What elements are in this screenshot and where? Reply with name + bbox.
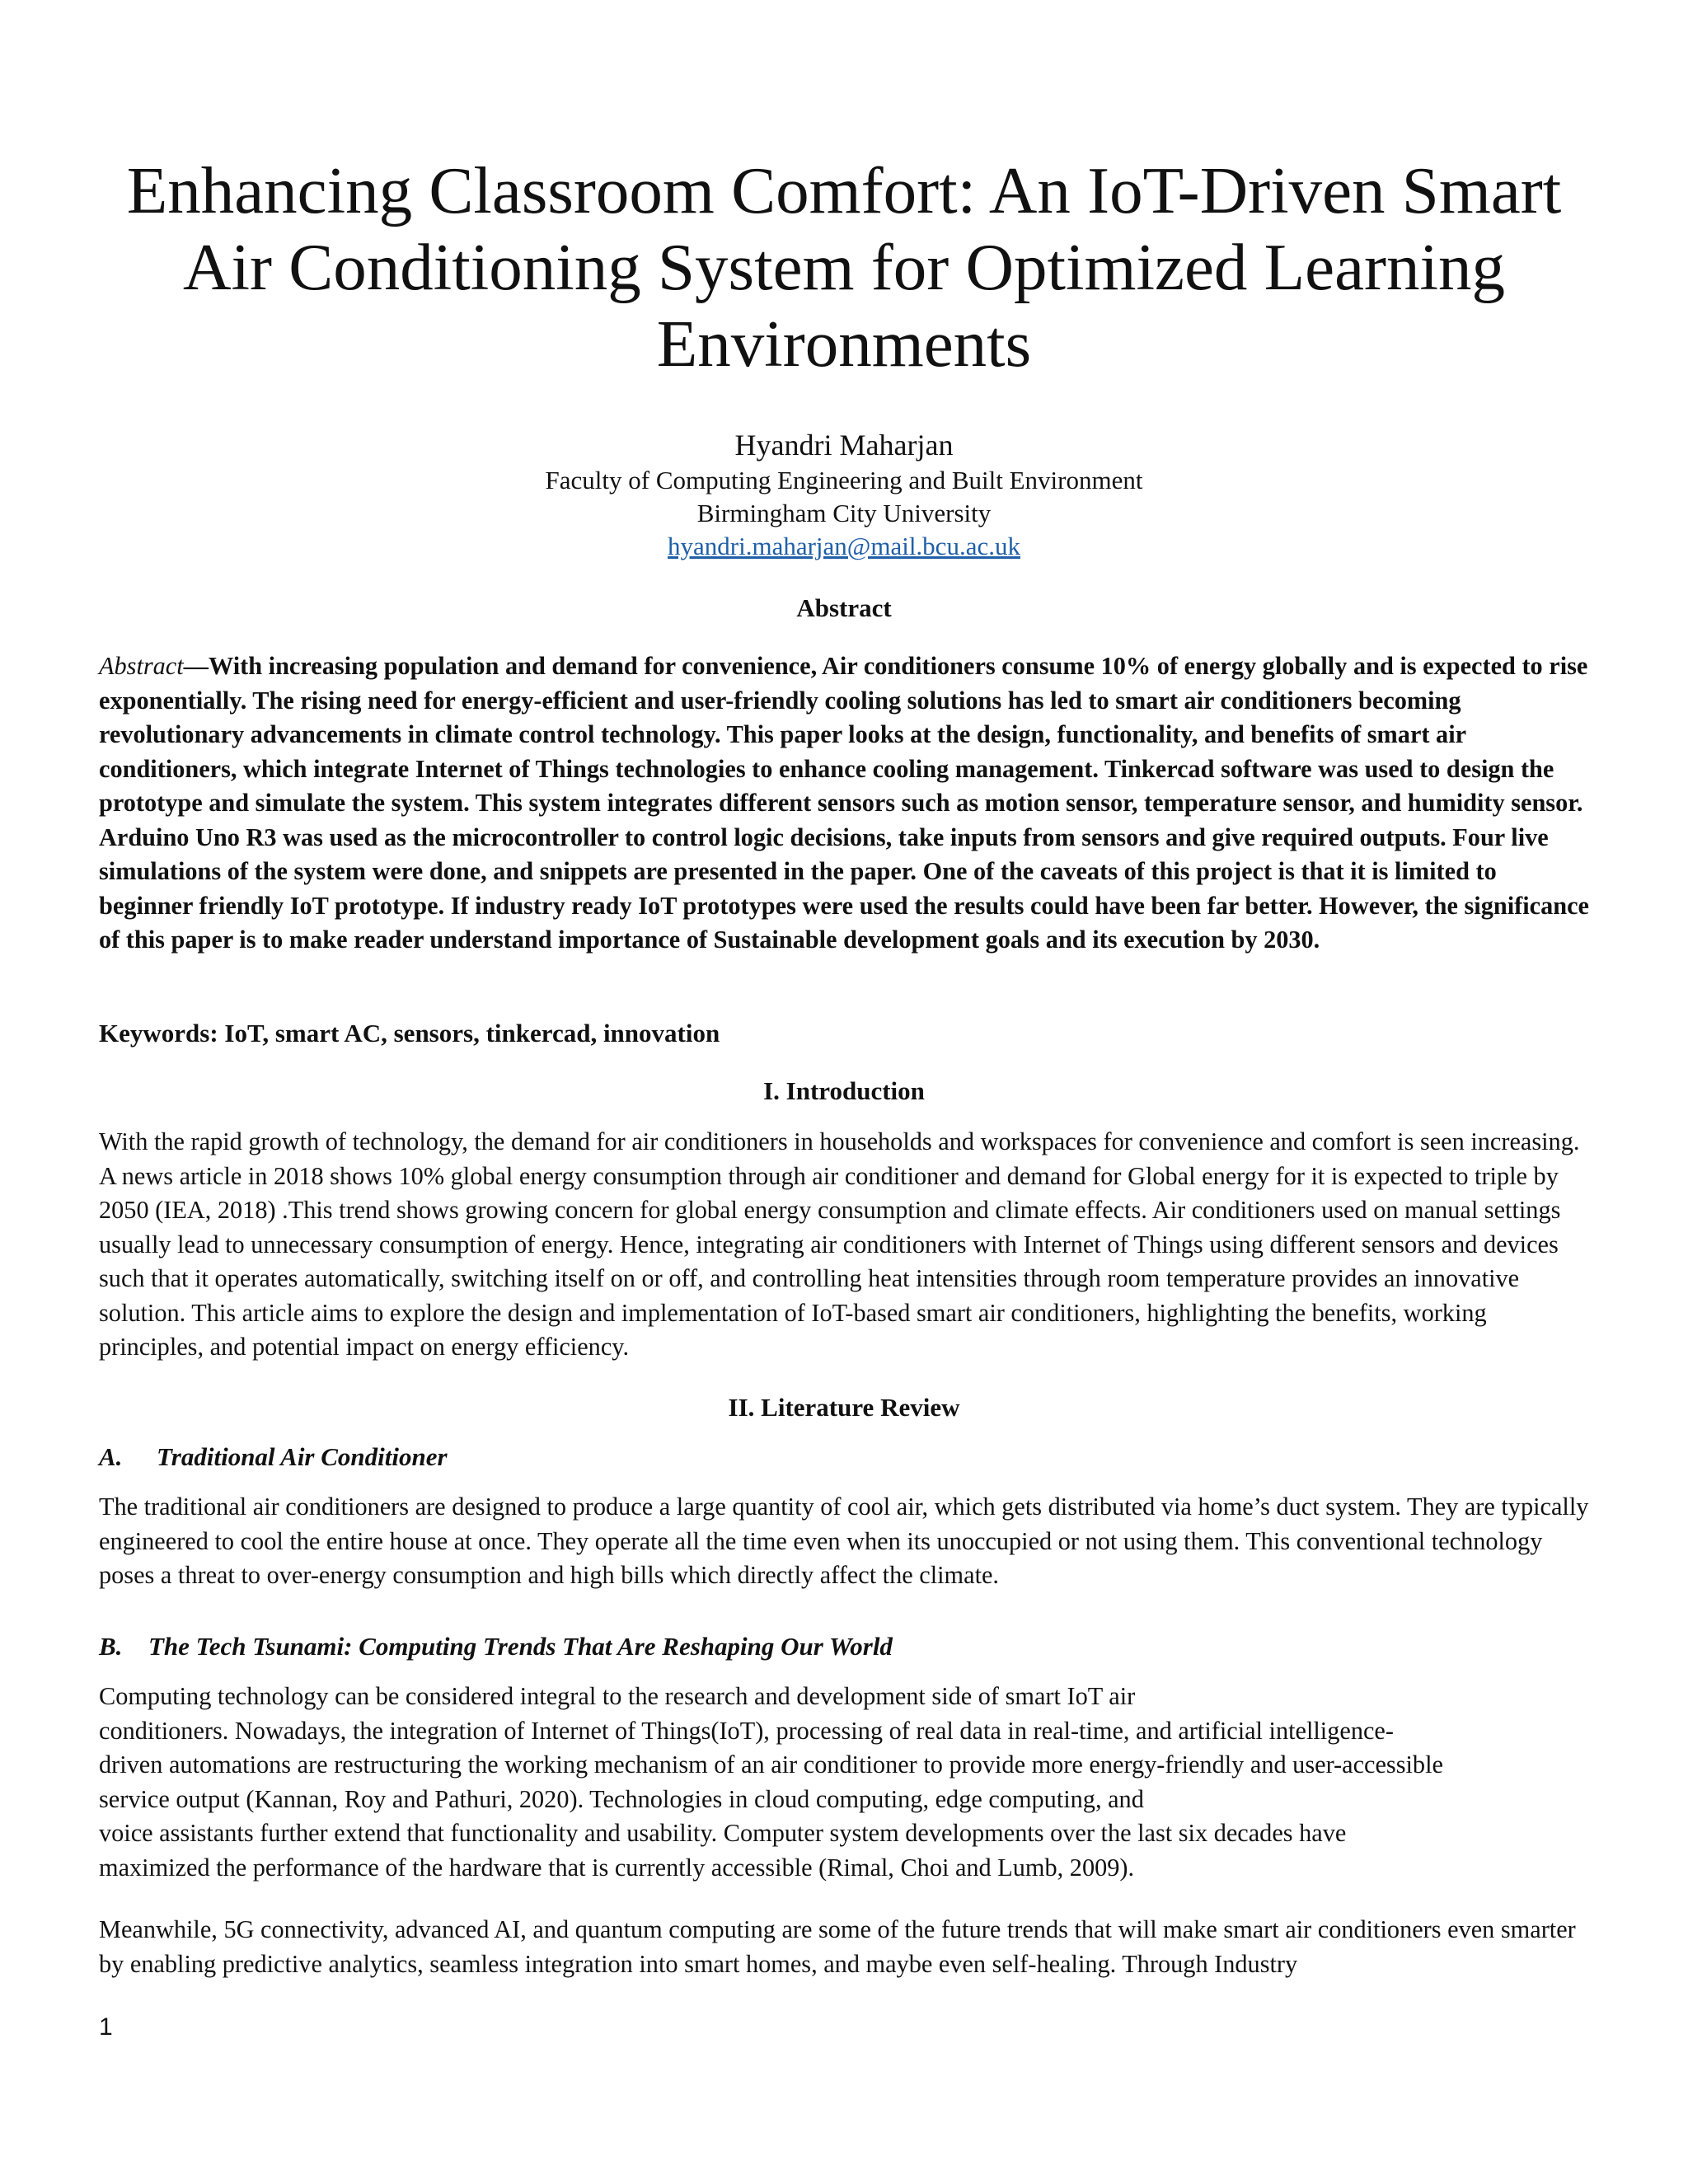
subsection-b-line-6: maximized the performance of the hardware that is currently accessible (Rimal, Choi and Lumb, 2009). [99,1853,1135,1882]
title-line-3: Environments [656,307,1032,381]
abstract-paragraph [99,649,1591,958]
subsection-b-line-2: conditioners. Nowadays, the integration of Internet of Things(IoT), processing of real data in real-time, and artificial intelligence- [99,1716,1394,1745]
subsection-b-heading [99,1630,893,1663]
abstract-text: —With increasing population and demand for convenience, Air conditioners consume 10% of energy globally and is expected to rise exponentially. The rising need for energy-efficient and user-friendly cooling solutions has led to smart air conditioners becoming revolutionary advancements in climate control technology. This paper looks at the design, functionality, and benefits of smart air conditioners, which integrate Internet of Things technologies to enhance cooling management. Tinkercad software was used to design the prototype and simulate the system. This system integrates different sensors such as motion sensor, temperature sensor, and humidity sensor. Arduino Uno R3 was used as the microcontroller to control logic decisions, take inputs from sensors and give required outputs. Four live simulations of the system were done, and snippets are presented in the paper. One of the caveats of this project is that it is limited to beginner friendly IoT prototype. If industry ready IoT prototypes were used the results could have been far better. However, the significance of this paper is to make reader understand importance of Sustainable development goals and its execution by 2030. [99,652,1589,954]
subsection-a-heading [99,1441,448,1474]
introduction-paragraph: With the rapid growth of technology, the demand for air conditioners in households and workspaces for convenience and comfort is seen increasing. A news article in 2018 shows 10% global energy consumption through air conditioner and demand for Global energy for it is expected to triple by 2050 (IEA, 2018) .This trend shows growing concern for global energy consumption and climate effects. Air conditioners used on manual settings usually lead to unnecessary consumption of energy. Hence, integrating air conditioners with Internet of Things using different sensors and devices such that it operates automatically, switching itself on or off, and controlling heat intensities through room temperature provides an innovative solution. This article aims to explore the design and implementation of IoT-based smart air conditioners, highlighting the benefits, working principles, and potential impact on energy efficiency. [99,1127,1580,1361]
page-number: 1 [99,2013,113,2041]
subsection-a-letter: A. [99,1442,123,1471]
title-line-1: Enhancing Classroom Comfort: An IoT-Driven Smart [126,153,1562,227]
introduction-heading: I. Introduction [763,1076,925,1105]
author-name: Hyandri Maharjan [734,429,954,462]
subsection-a-title: Traditional Air Conditioner [157,1442,448,1471]
literature-review-heading: II. Literature Review [728,1393,960,1422]
subsection-b-line-3: driven automations are restructuring the working mechanism of an air conditioner to provide more energy-friendly and user-accessible [99,1750,1443,1779]
subsection-a-paragraph: The traditional air conditioners are designed to produce a large quantity of cool air, which gets distributed via home’s duct system. They are typically engineered to cool the entire house at once. They operate all the time even when its unoccupied or not using them. This conventional technology poses a threat to over-energy consumption and high bills which directly affect the climate. [99,1493,1589,1589]
keywords: Keywords: IoT, smart AC, sensors, tinkercad, innovation [99,1019,720,1047]
subsection-b-title: The Tech Tsunami: Computing Trends That Are Reshaping Our World [148,1632,893,1661]
abstract-heading: Abstract [796,593,892,622]
abstract-lead: Abstract [99,652,184,680]
author-university: Birmingham City University [696,499,992,527]
subsection-b-paragraph-1 [99,1680,1591,1885]
author-faculty: Faculty of Computing Engineering and Built Environment [545,466,1143,494]
title-line-2: Air Conditioning System for Optimized Learning [182,230,1506,304]
subsection-b-line-4: service output (Kannan, Roy and Pathuri, 2020). Technologies in cloud computing, edge computing, and [99,1784,1144,1813]
subsection-b-letter: B. [99,1632,123,1661]
subsection-b-line-1: Computing technology can be considered integral to the research and development side of smart IoT air [99,1682,1136,1710]
paper-title [99,152,1589,382]
author-block [0,426,1688,563]
subsection-b-line-5: voice assistants further extend that functionality and usability. Computer system developments over the last six decades have [99,1819,1347,1847]
subsection-b-paragraph-2: Meanwhile, 5G connectivity, advanced AI, and quantum computing are some of the future trends that will make smart air conditioners even smarter by enabling predictive analytics, seamless integration into smart homes, and maybe even self-healing. Through Industry [99,1915,1576,1978]
author-email-link[interactable]: hyandri.maharjan@mail.bcu.ac.uk [668,532,1020,560]
